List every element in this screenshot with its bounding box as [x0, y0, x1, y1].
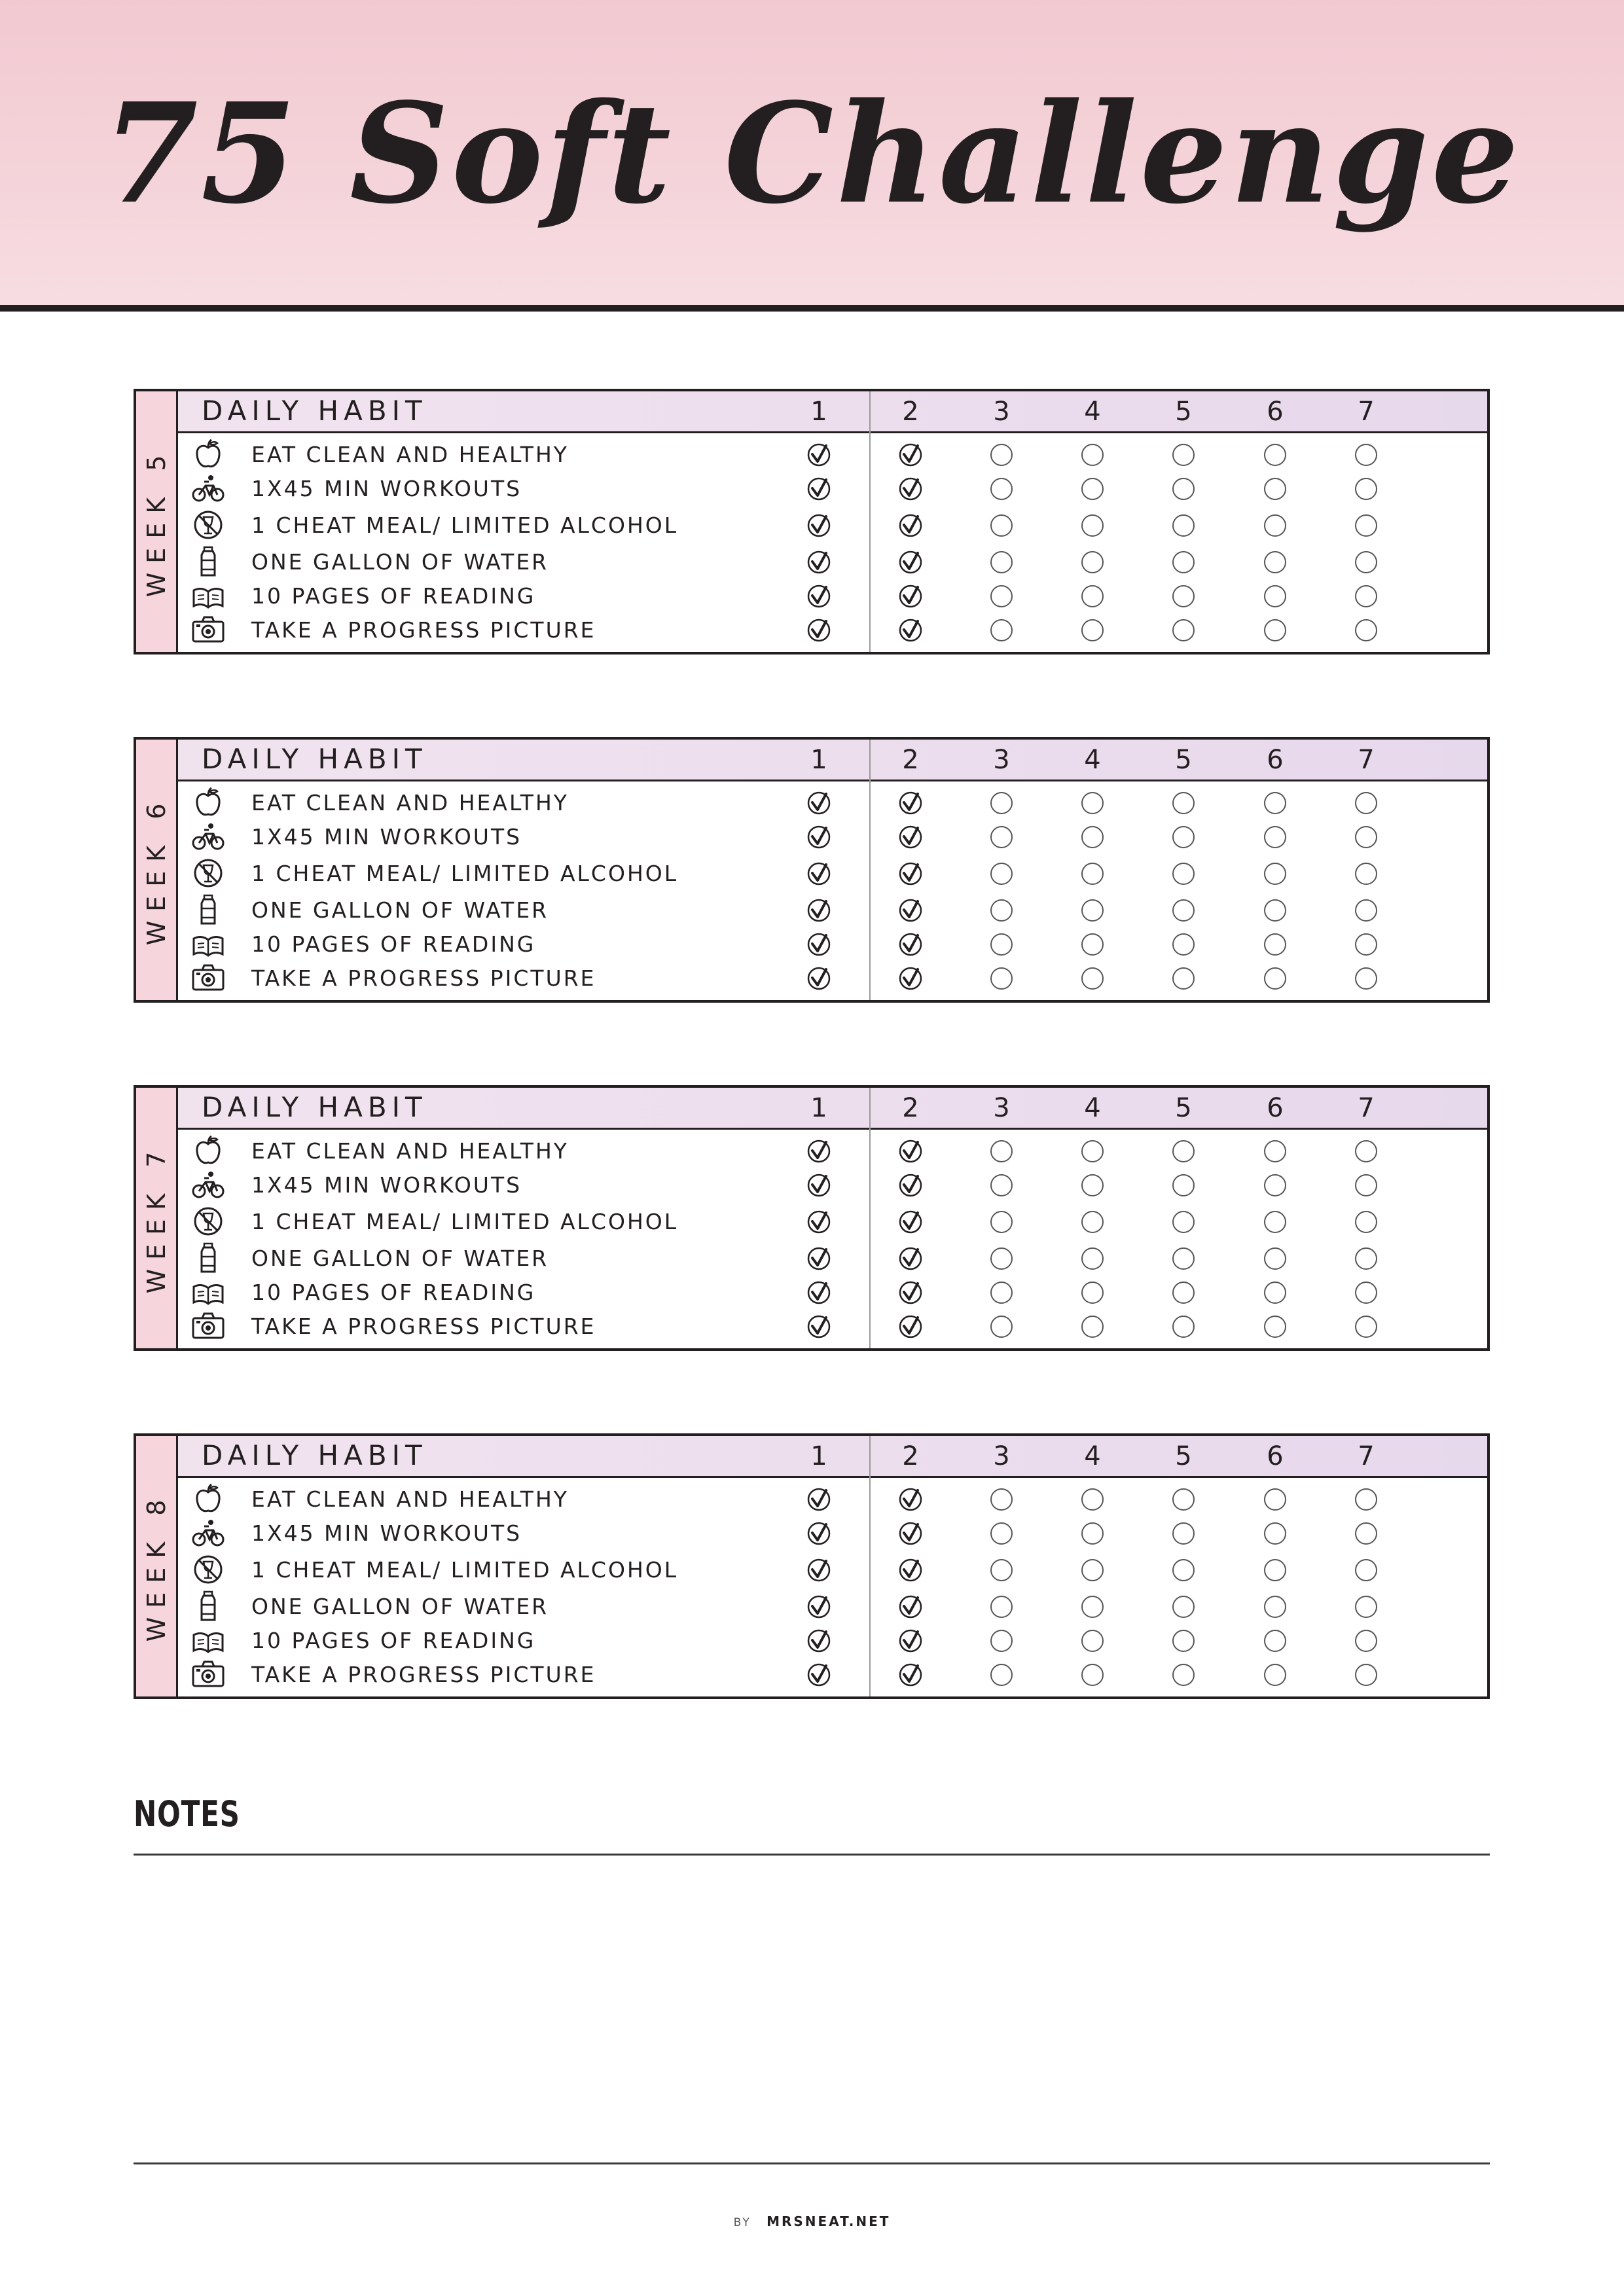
habit-row — [178, 1623, 1487, 1659]
empty-checkbox[interactable] — [1354, 898, 1379, 923]
empty-checkbox[interactable] — [1354, 1487, 1379, 1512]
empty-checkbox[interactable] — [1171, 966, 1196, 991]
week-side-label — [136, 391, 178, 652]
checked-checkbox[interactable] — [898, 898, 923, 923]
empty-checkbox[interactable] — [1354, 1662, 1379, 1687]
water-bottle-icon — [191, 1242, 225, 1274]
checked-checkbox[interactable] — [898, 618, 923, 643]
checked-checkbox[interactable] — [806, 1139, 831, 1164]
daily-habit-heading: DAILY HABIT — [202, 1091, 427, 1123]
empty-checkbox[interactable] — [1354, 1139, 1379, 1164]
bicycle-icon — [191, 821, 225, 852]
checked-checkbox[interactable] — [898, 791, 923, 816]
empty-checkbox[interactable] — [1171, 1558, 1196, 1583]
footer-by: BY — [733, 2216, 751, 2229]
empty-checkbox[interactable] — [1080, 1628, 1105, 1653]
bicycle-icon — [191, 1169, 225, 1200]
empty-checkbox[interactable] — [989, 932, 1014, 957]
empty-checkbox[interactable] — [989, 791, 1014, 816]
day-number: 6 — [1267, 745, 1284, 775]
empty-checkbox[interactable] — [1354, 861, 1379, 886]
empty-checkbox[interactable] — [1080, 1662, 1105, 1687]
checked-checkbox[interactable] — [806, 1487, 831, 1512]
banner-divider — [0, 305, 1624, 312]
empty-checkbox[interactable] — [989, 1246, 1014, 1271]
empty-checkbox[interactable] — [1080, 1173, 1105, 1198]
habit-row — [178, 893, 1487, 928]
habit-row — [178, 545, 1487, 580]
empty-checkbox[interactable] — [1171, 1139, 1196, 1164]
empty-checkbox[interactable] — [1171, 791, 1196, 816]
empty-checkbox[interactable] — [1171, 1210, 1196, 1234]
checked-checkbox[interactable] — [898, 1314, 923, 1339]
empty-checkbox[interactable] — [1354, 1314, 1379, 1339]
day-number: 4 — [1084, 745, 1101, 775]
week-table — [134, 1433, 1490, 1699]
checked-checkbox[interactable] — [898, 1173, 923, 1198]
habit-row — [178, 856, 1487, 891]
empty-checkbox[interactable] — [1080, 1210, 1105, 1234]
empty-checkbox[interactable] — [989, 1139, 1014, 1164]
empty-checkbox[interactable] — [1263, 513, 1288, 538]
habit-label: 1 CHEAT MEAL/ LIMITED ALCOHOL — [251, 1209, 679, 1234]
week-side-label — [136, 1436, 178, 1696]
habit-row — [178, 613, 1487, 648]
empty-checkbox[interactable] — [989, 442, 1014, 467]
habit-row — [178, 437, 1487, 473]
footer-site-link[interactable]: MRSNEAT.NET — [767, 2214, 891, 2229]
habit-label: 1X45 MIN WORKOUTS — [251, 1172, 522, 1198]
checked-checkbox[interactable] — [806, 584, 831, 609]
checked-checkbox[interactable] — [898, 966, 923, 991]
day-number: 4 — [1084, 397, 1101, 427]
checked-checkbox[interactable] — [806, 1662, 831, 1687]
checked-checkbox[interactable] — [898, 1487, 923, 1512]
day-number: 2 — [902, 745, 919, 775]
book-icon — [191, 1624, 225, 1656]
empty-checkbox[interactable] — [1171, 1314, 1196, 1339]
no-alcohol-icon — [191, 857, 225, 889]
day-number: 7 — [1358, 397, 1375, 427]
empty-checkbox[interactable] — [1354, 1173, 1379, 1198]
camera-icon — [191, 1310, 225, 1342]
no-alcohol-icon — [191, 1554, 225, 1585]
checked-checkbox[interactable] — [806, 1314, 831, 1339]
empty-checkbox[interactable] — [1263, 825, 1288, 850]
empty-checkbox[interactable] — [989, 476, 1014, 501]
empty-checkbox[interactable] — [1354, 791, 1379, 816]
habit-row — [178, 819, 1487, 855]
day-number: 2 — [902, 397, 919, 427]
habit-row — [178, 1134, 1487, 1169]
empty-checkbox[interactable] — [989, 1558, 1014, 1583]
empty-checkbox[interactable] — [1354, 1246, 1379, 1271]
checked-checkbox[interactable] — [806, 932, 831, 957]
empty-checkbox[interactable] — [989, 1594, 1014, 1619]
empty-checkbox[interactable] — [1080, 791, 1105, 816]
checked-checkbox[interactable] — [806, 1521, 831, 1546]
habit-row — [178, 1241, 1487, 1276]
checked-checkbox[interactable] — [806, 1628, 831, 1653]
empty-checkbox[interactable] — [1354, 442, 1379, 467]
book-icon — [191, 928, 225, 960]
habit-label: TAKE A PROGRESS PICTURE — [251, 617, 596, 643]
empty-checkbox[interactable] — [1171, 618, 1196, 643]
checked-checkbox[interactable] — [806, 1594, 831, 1619]
day-number: 6 — [1267, 1441, 1284, 1471]
empty-checkbox[interactable] — [1080, 898, 1105, 923]
empty-checkbox[interactable] — [1263, 791, 1288, 816]
day-number: 2 — [902, 1093, 919, 1123]
habit-row — [178, 1168, 1487, 1203]
empty-checkbox[interactable] — [1354, 550, 1379, 575]
habit-label: 1X45 MIN WORKOUTS — [251, 1520, 522, 1546]
apple-icon — [191, 787, 225, 818]
empty-checkbox[interactable] — [1080, 1558, 1105, 1583]
checked-checkbox[interactable] — [898, 1521, 923, 1546]
empty-checkbox[interactable] — [989, 1173, 1014, 1198]
day-number: 7 — [1358, 745, 1375, 775]
empty-checkbox[interactable] — [1263, 1280, 1288, 1305]
empty-checkbox[interactable] — [1171, 476, 1196, 501]
notes-line — [134, 1854, 1490, 1856]
empty-checkbox[interactable] — [1354, 584, 1379, 609]
day-number: 6 — [1267, 1093, 1284, 1123]
empty-checkbox[interactable] — [1263, 966, 1288, 991]
water-bottle-icon — [191, 894, 225, 925]
empty-checkbox[interactable] — [1171, 550, 1196, 575]
habit-label: ONE GALLON OF WATER — [251, 549, 549, 575]
empty-checkbox[interactable] — [989, 513, 1014, 538]
habit-label: 1X45 MIN WORKOUTS — [251, 824, 522, 850]
day-number: 1 — [810, 745, 827, 775]
empty-checkbox[interactable] — [1263, 1521, 1288, 1546]
checked-checkbox[interactable] — [806, 513, 831, 538]
day-number: 6 — [1267, 397, 1284, 427]
empty-checkbox[interactable] — [1354, 966, 1379, 991]
week-side-label — [136, 1088, 178, 1348]
daily-habit-heading: DAILY HABIT — [202, 1439, 427, 1471]
empty-checkbox[interactable] — [1263, 1662, 1288, 1687]
empty-checkbox[interactable] — [989, 861, 1014, 886]
empty-checkbox[interactable] — [1263, 1594, 1288, 1619]
empty-checkbox[interactable] — [1080, 550, 1105, 575]
habit-label: TAKE A PROGRESS PICTURE — [251, 965, 596, 991]
daily-habit-heading: DAILY HABIT — [202, 743, 427, 775]
empty-checkbox[interactable] — [1080, 584, 1105, 609]
empty-checkbox[interactable] — [1263, 1314, 1288, 1339]
empty-checkbox[interactable] — [1171, 1280, 1196, 1305]
week-label: WEEK 7 — [141, 1142, 171, 1294]
checked-checkbox[interactable] — [898, 1210, 923, 1234]
empty-checkbox[interactable] — [989, 1521, 1014, 1546]
habit-label: 1 CHEAT MEAL/ LIMITED ALCOHOL — [251, 512, 679, 538]
empty-checkbox[interactable] — [989, 1314, 1014, 1339]
empty-checkbox[interactable] — [1263, 1173, 1288, 1198]
notes-heading: NOTES — [134, 1793, 240, 1835]
footer-credit — [0, 2214, 1624, 2229]
habit-row — [178, 785, 1487, 821]
habit-row — [178, 927, 1487, 962]
empty-checkbox[interactable] — [1171, 1246, 1196, 1271]
week-table — [134, 1085, 1490, 1351]
empty-checkbox[interactable] — [989, 966, 1014, 991]
no-alcohol-icon — [191, 509, 225, 541]
empty-checkbox[interactable] — [1080, 861, 1105, 886]
no-alcohol-icon — [191, 1206, 225, 1237]
day-number: 7 — [1358, 1441, 1375, 1471]
empty-checkbox[interactable] — [1263, 932, 1288, 957]
habit-label: TAKE A PROGRESS PICTURE — [251, 1662, 596, 1687]
empty-checkbox[interactable] — [1354, 1594, 1379, 1619]
checked-checkbox[interactable] — [806, 618, 831, 643]
checked-checkbox[interactable] — [898, 584, 923, 609]
week-side-label — [136, 740, 178, 1000]
checked-checkbox[interactable] — [806, 966, 831, 991]
empty-checkbox[interactable] — [1354, 1210, 1379, 1234]
habit-label: 1 CHEAT MEAL/ LIMITED ALCOHOL — [251, 861, 679, 886]
checked-checkbox[interactable] — [806, 1558, 831, 1583]
checked-checkbox[interactable] — [806, 1210, 831, 1234]
empty-checkbox[interactable] — [1080, 442, 1105, 467]
day-number: 5 — [1175, 1441, 1192, 1471]
checked-checkbox[interactable] — [806, 550, 831, 575]
day-number: 3 — [993, 1093, 1010, 1123]
checked-checkbox[interactable] — [898, 442, 923, 467]
habit-row — [178, 1204, 1487, 1240]
empty-checkbox[interactable] — [1080, 1246, 1105, 1271]
habit-label: 1X45 MIN WORKOUTS — [251, 476, 522, 501]
empty-checkbox[interactable] — [1080, 825, 1105, 850]
habit-row — [178, 1482, 1487, 1517]
week-label: WEEK 5 — [141, 446, 171, 598]
habit-row — [178, 1552, 1487, 1588]
empty-checkbox[interactable] — [1354, 825, 1379, 850]
checked-checkbox[interactable] — [898, 1662, 923, 1687]
habit-label: 10 PAGES OF READING — [251, 583, 536, 609]
habit-label: TAKE A PROGRESS PICTURE — [251, 1314, 596, 1339]
empty-checkbox[interactable] — [1080, 966, 1105, 991]
day-number: 3 — [993, 397, 1010, 427]
habit-label: 1 CHEAT MEAL/ LIMITED ALCOHOL — [251, 1557, 679, 1583]
empty-checkbox[interactable] — [1263, 618, 1288, 643]
habit-label: EAT CLEAN AND HEALTHY — [251, 442, 569, 467]
empty-checkbox[interactable] — [1263, 1139, 1288, 1164]
habit-row — [178, 508, 1487, 543]
habit-label: ONE GALLON OF WATER — [251, 1594, 549, 1619]
checked-checkbox[interactable] — [806, 476, 831, 501]
checked-checkbox[interactable] — [806, 1173, 831, 1198]
water-bottle-icon — [191, 546, 225, 577]
empty-checkbox[interactable] — [989, 1210, 1014, 1234]
empty-checkbox[interactable] — [989, 898, 1014, 923]
empty-checkbox[interactable] — [1171, 1487, 1196, 1512]
apple-icon — [191, 1483, 225, 1515]
camera-icon — [191, 614, 225, 645]
book-icon — [191, 580, 225, 611]
bicycle-icon — [191, 1517, 225, 1549]
empty-checkbox[interactable] — [1354, 1280, 1379, 1305]
week-label: WEEK 6 — [141, 794, 171, 946]
empty-checkbox[interactable] — [1263, 1210, 1288, 1234]
day-number: 7 — [1358, 1093, 1375, 1123]
empty-checkbox[interactable] — [1080, 1314, 1105, 1339]
habit-row — [178, 1589, 1487, 1624]
empty-checkbox[interactable] — [1263, 550, 1288, 575]
empty-checkbox[interactable] — [1171, 1662, 1196, 1687]
page-title: 75 Soft Challenge — [102, 73, 1522, 234]
habit-label: EAT CLEAN AND HEALTHY — [251, 1486, 569, 1512]
habit-row — [178, 1309, 1487, 1344]
bicycle-icon — [191, 473, 225, 504]
empty-checkbox[interactable] — [1354, 1628, 1379, 1653]
checked-checkbox[interactable] — [806, 1246, 831, 1271]
daily-habit-heading: DAILY HABIT — [202, 395, 427, 427]
day-number: 5 — [1175, 745, 1192, 775]
habit-row — [178, 471, 1487, 507]
empty-checkbox[interactable] — [1263, 861, 1288, 886]
empty-checkbox[interactable] — [1263, 1628, 1288, 1653]
empty-checkbox[interactable] — [1171, 898, 1196, 923]
empty-checkbox[interactable] — [1354, 476, 1379, 501]
checked-checkbox[interactable] — [898, 1628, 923, 1653]
empty-checkbox[interactable] — [989, 584, 1014, 609]
checked-checkbox[interactable] — [898, 1280, 923, 1305]
week-table — [134, 737, 1490, 1003]
empty-checkbox[interactable] — [1263, 476, 1288, 501]
checked-checkbox[interactable] — [806, 442, 831, 467]
empty-checkbox[interactable] — [1171, 861, 1196, 886]
water-bottle-icon — [191, 1590, 225, 1622]
day-number: 3 — [993, 1441, 1010, 1471]
empty-checkbox[interactable] — [1171, 825, 1196, 850]
week-table — [134, 389, 1490, 655]
footer-line — [134, 2162, 1490, 2164]
week-label: WEEK 8 — [141, 1490, 171, 1642]
habit-row — [178, 1516, 1487, 1551]
empty-checkbox[interactable] — [1354, 1558, 1379, 1583]
empty-checkbox[interactable] — [1263, 898, 1288, 923]
habit-label: EAT CLEAN AND HEALTHY — [251, 1138, 569, 1164]
empty-checkbox[interactable] — [989, 1628, 1014, 1653]
habit-row — [178, 961, 1487, 996]
apple-icon — [191, 439, 225, 470]
habit-label: ONE GALLON OF WATER — [251, 1246, 549, 1271]
day-number: 4 — [1084, 1441, 1101, 1471]
day-number: 5 — [1175, 397, 1192, 427]
habit-label: 10 PAGES OF READING — [251, 931, 536, 957]
checked-checkbox[interactable] — [898, 476, 923, 501]
empty-checkbox[interactable] — [1354, 513, 1379, 538]
checked-checkbox[interactable] — [806, 825, 831, 850]
checked-checkbox[interactable] — [898, 550, 923, 575]
empty-checkbox[interactable] — [1171, 1628, 1196, 1653]
day-number: 1 — [810, 1093, 827, 1123]
checked-checkbox[interactable] — [898, 1139, 923, 1164]
empty-checkbox[interactable] — [1171, 932, 1196, 957]
empty-checkbox[interactable] — [989, 1487, 1014, 1512]
empty-checkbox[interactable] — [1080, 476, 1105, 501]
empty-checkbox[interactable] — [1263, 584, 1288, 609]
checked-checkbox[interactable] — [806, 898, 831, 923]
empty-checkbox[interactable] — [1080, 1139, 1105, 1164]
checked-checkbox[interactable] — [898, 1558, 923, 1583]
day-number: 2 — [902, 1441, 919, 1471]
day-number: 1 — [810, 1441, 827, 1471]
checked-checkbox[interactable] — [898, 513, 923, 538]
checked-checkbox[interactable] — [898, 1594, 923, 1619]
habit-label: 10 PAGES OF READING — [251, 1628, 536, 1653]
empty-checkbox[interactable] — [1354, 618, 1379, 643]
checked-checkbox[interactable] — [806, 861, 831, 886]
empty-checkbox[interactable] — [1263, 1487, 1288, 1512]
empty-checkbox[interactable] — [1080, 932, 1105, 957]
habit-label: 10 PAGES OF READING — [251, 1280, 536, 1305]
empty-checkbox[interactable] — [989, 1662, 1014, 1687]
empty-checkbox[interactable] — [1171, 584, 1196, 609]
empty-checkbox[interactable] — [1354, 932, 1379, 957]
checked-checkbox[interactable] — [806, 1280, 831, 1305]
habit-label: EAT CLEAN AND HEALTHY — [251, 790, 569, 816]
empty-checkbox[interactable] — [1080, 1521, 1105, 1546]
day-number: 4 — [1084, 1093, 1101, 1123]
empty-checkbox[interactable] — [1171, 513, 1196, 538]
habit-row — [178, 579, 1487, 614]
empty-checkbox[interactable] — [989, 825, 1014, 850]
checked-checkbox[interactable] — [806, 791, 831, 816]
camera-icon — [191, 962, 225, 994]
empty-checkbox[interactable] — [1080, 618, 1105, 643]
empty-checkbox[interactable] — [1171, 1594, 1196, 1619]
checked-checkbox[interactable] — [898, 861, 923, 886]
empty-checkbox[interactable] — [1354, 1521, 1379, 1546]
day-number: 3 — [993, 745, 1010, 775]
checked-checkbox[interactable] — [898, 932, 923, 957]
empty-checkbox[interactable] — [1263, 1558, 1288, 1583]
empty-checkbox[interactable] — [1263, 1246, 1288, 1271]
habit-row — [178, 1275, 1487, 1310]
day-number: 5 — [1175, 1093, 1192, 1123]
empty-checkbox[interactable] — [1080, 1280, 1105, 1305]
camera-icon — [191, 1659, 225, 1690]
apple-icon — [191, 1135, 225, 1166]
empty-checkbox[interactable] — [1080, 1594, 1105, 1619]
day-number: 1 — [810, 397, 827, 427]
empty-checkbox[interactable] — [1171, 1521, 1196, 1546]
book-icon — [191, 1276, 225, 1308]
empty-checkbox[interactable] — [989, 1280, 1014, 1305]
checked-checkbox[interactable] — [898, 1246, 923, 1271]
habit-row — [178, 1657, 1487, 1693]
empty-checkbox[interactable] — [1080, 1487, 1105, 1512]
empty-checkbox[interactable] — [1080, 513, 1105, 538]
habit-label: ONE GALLON OF WATER — [251, 897, 549, 923]
empty-checkbox[interactable] — [1171, 442, 1196, 467]
empty-checkbox[interactable] — [989, 550, 1014, 575]
empty-checkbox[interactable] — [989, 618, 1014, 643]
checked-checkbox[interactable] — [898, 825, 923, 850]
empty-checkbox[interactable] — [1171, 1173, 1196, 1198]
empty-checkbox[interactable] — [1263, 442, 1288, 467]
